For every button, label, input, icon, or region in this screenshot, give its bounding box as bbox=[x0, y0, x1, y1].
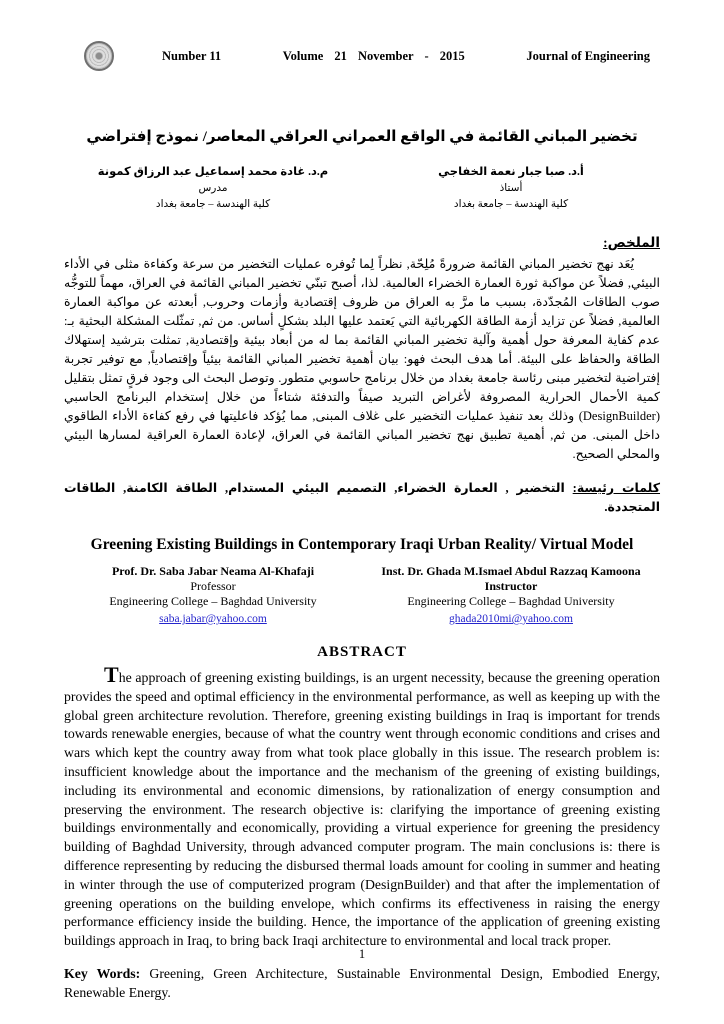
abstract-dropcap: T bbox=[104, 662, 119, 687]
issue-number: Number 11 bbox=[162, 48, 222, 63]
author-affiliation: Engineering College – Baghdad University bbox=[407, 594, 615, 608]
arabic-author-2 bbox=[64, 164, 362, 213]
english-title: Greening Existing Buildings in Contemporary Iraqi Urban Reality/ Virtual Model bbox=[90, 536, 634, 553]
english-author-2 bbox=[362, 564, 660, 627]
page-number: 1 bbox=[358, 947, 366, 961]
arabic-abstract-heading: الملخص: bbox=[603, 235, 660, 250]
author-affiliation: كلية الهندسة – جامعة بغداد bbox=[453, 199, 569, 210]
english-abstract-text bbox=[64, 662, 660, 951]
university-seal-icon bbox=[84, 41, 114, 71]
author-role: مدرس bbox=[198, 183, 228, 194]
english-authors bbox=[64, 564, 660, 627]
english-abstract-heading: ABSTRACT bbox=[317, 644, 407, 660]
author-role: أستاذ bbox=[499, 183, 523, 194]
author-name: أ.د. صبا جبار نعمة الخفاجي bbox=[438, 166, 584, 178]
author-affiliation: كلية الهندسة – جامعة بغداد bbox=[155, 199, 271, 210]
abstract-body: he approach of greening existing buildings, is an urgent necessity, because the greening operation provides the speed and optimal efficiency in the environmental performance, as well as keeping up with the global green architecture revolution. Therefore, greening existing buildings in Iraq is important for trends towards renewable energies, because of what the country went through economic conditions and crises and wars which kept the country away from what took place globally in this issue. The research problem is: insufficient knowledge about the importance and the mechanism of the greening of existing buildings, including its environmental and economic dimensions, by rationalization of energy consumption and preserving the environment. The research objective is: clarifying the importance of greening existing buildings environmentally and economically, providing a virtual experience for greening the presidency building of Baghdad University, through advanced computer program. The main conclusions is: there is difference representing by reducing the disbursed thermal loads amount for cooling in summer and heating in winter through the use of computerized program (DesignBuilder) and that after the implementation of greening operations on the building envelope, which confirms its effectiveness in raising the energy performance efficiency inside the building. Hence, the importance of the application of greening existing buildings approach in Iraq, to bring back Iraqi architecture to environmental and local track proper. bbox=[64, 670, 660, 949]
english-keywords-label: Key Words: bbox=[64, 965, 141, 981]
arabic-keywords-text: التخضير , العمارة الخضراء, التصميم البيئي المستدام, الطاقة الكامنة, الطاقات المتجددة. bbox=[64, 481, 660, 514]
arabic-keywords bbox=[64, 479, 660, 517]
english-keywords bbox=[64, 965, 660, 1003]
arabic-abstract-text: يُعَد نهج تخضير المباني القائمة ضرورةً مُلِحّة, نظراً لِما تُوفره عمليات التخضير من سرعة وكفاءة مثلى في الأداء البيئي, فضلاً عن مواكبة ثورة العمارة الخضراء العالمية. لذا، أصبح تبنّي تخضير المباني القائمة في العراق، مهماً للتوجُّه صوب الطاقات المُجدّدة، بسبب ما مرَّ به العراق من ظروف إقتصادية وأزمات وحروب, أبعدته عن مواكبة العمارة العالمية, فضلاً عن تزايد أزمة الطاقة الكهربائية التي يَعتمد عليها البلد بشكلٍ أساس. من ثم, تمثّلت المشكلة البحثية بـ: عدم كفاية المعرفة حول أهمية وآلية تخضير المباني القائمة بما له من أبعاد بيئية وإقتصادية, تمثلت بترشيد إستهلاك الطاقة والحفاظ على البيئة. أما هدف البحث فهو: بيان أهمية تخضير المباني القائمة بيئياً وإقتصادياً, مع توفير تجربة إفتراضية لتخضير مبنى رئاسة جامعة بغداد من خلال برنامج حاسوبي متطور. وتوصل البحث الى وجود فرقٍ تمثل بتقليل كمية الأحمال الحرارية المصروفة لأغراض التبريد صيفاً والتدفئة شتاءاً من خلال إستخدام البرنامج الحاسبي (DesignBuilder) وذلك بعد تنفيذ عمليات التخضير على غلاف المبنى, مما يُؤكد فاعليتها في رفع كفاءة الأداء الطاقوي داخل المبنى. من ثم, أهمية تطبيق نهج تخضير المباني القائمة في العراق، لإعادة العمارة العراقية لمسارها البيئي والمحلي الصحيح. bbox=[64, 257, 660, 461]
author-affiliation: Engineering College – Baghdad University bbox=[109, 594, 317, 608]
english-keywords-text: Greening, Green Architecture, Sustainable Environmental Design, Embodied Energy, Renewable Energy. bbox=[64, 965, 660, 1000]
author-name: Prof. Dr. Saba Jabar Neama Al-Khafaji bbox=[111, 564, 315, 578]
english-author-1 bbox=[64, 564, 362, 627]
author-role: Instructor bbox=[484, 579, 538, 593]
author-email-link[interactable]: ghada2010mi@yahoo.com bbox=[449, 613, 573, 625]
author-name: Inst. Dr. Ghada M.Ismael Abdul Razzaq Kamoona bbox=[381, 564, 641, 578]
arabic-title: تخضير المباني القائمة في الواقع العمراني العراقي المعاصر/ نموذج إفتراضي bbox=[86, 129, 638, 145]
author-name: م.د. غادة محمد إسماعيل عبد الرزاق كمونة bbox=[97, 166, 329, 178]
arabic-keywords-label: كلمات رئيسة: bbox=[572, 481, 661, 495]
volume-date: Volume 21 November - 2015 bbox=[282, 48, 465, 63]
author-role: Professor bbox=[190, 579, 236, 593]
author-email-link[interactable]: saba.jabar@yahoo.com bbox=[159, 613, 267, 625]
journal-name: Journal of Engineering bbox=[526, 48, 650, 63]
journal-header-text bbox=[162, 49, 650, 64]
arabic-authors bbox=[64, 164, 660, 213]
arabic-author-1 bbox=[362, 164, 660, 213]
journal-header bbox=[64, 42, 660, 70]
